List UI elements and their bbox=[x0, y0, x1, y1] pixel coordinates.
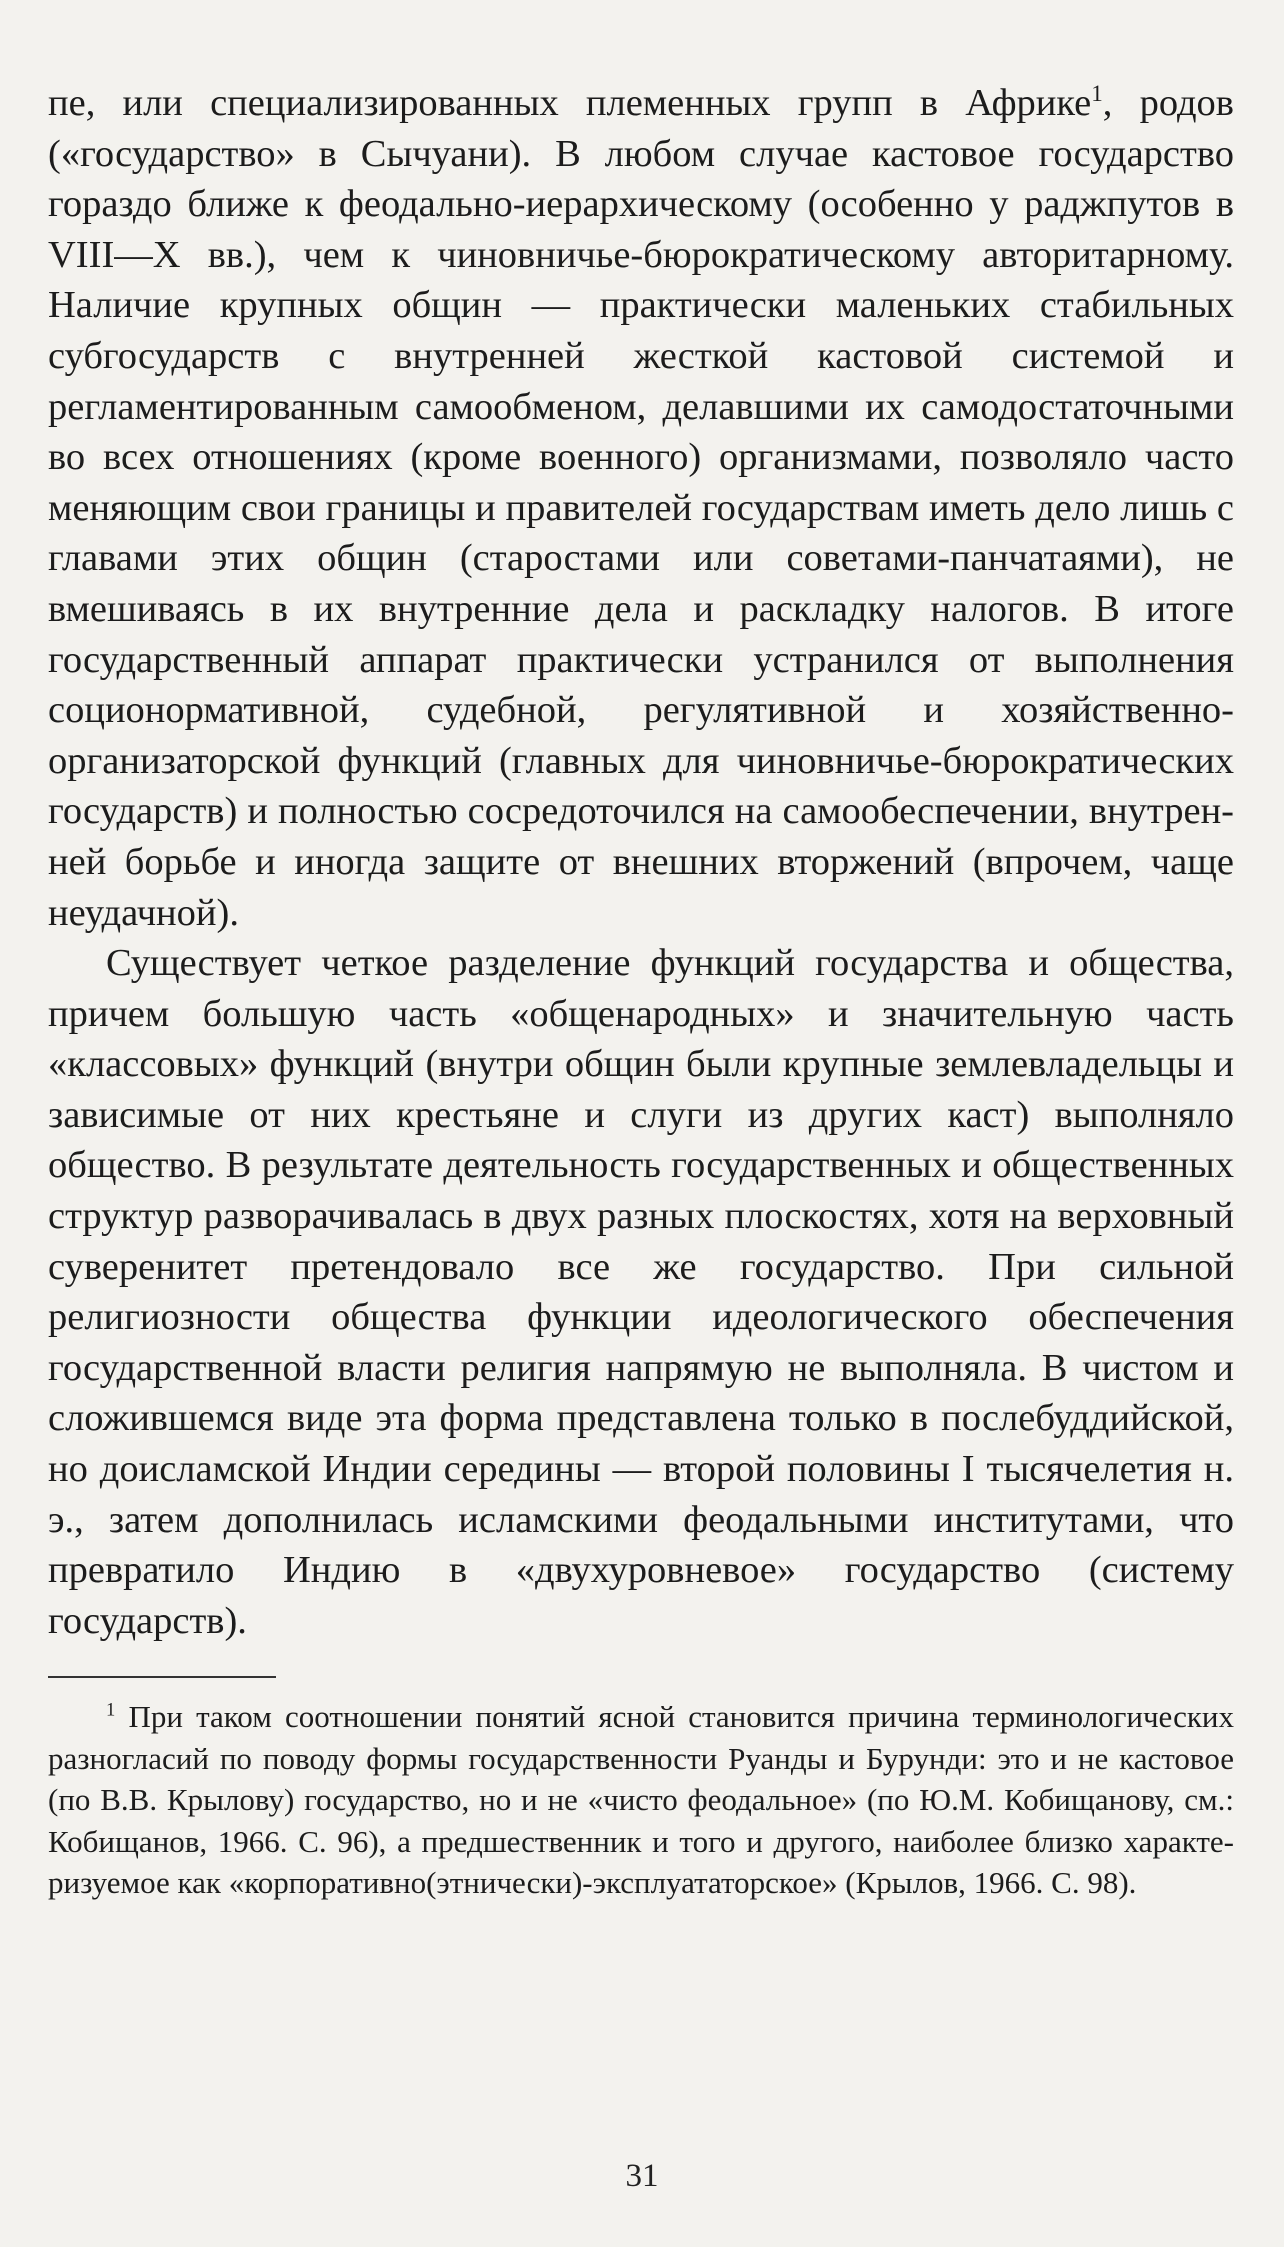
footnote-divider bbox=[48, 1676, 276, 1678]
book-page bbox=[48, 78, 1234, 1904]
footnote-mark: 1 bbox=[106, 1700, 116, 1722]
paragraph-1 bbox=[48, 78, 1234, 938]
footnote-text: При таком соотношении понятий ясной становится причина терминологических разногласий по поводу формы государственности Руанды и Бурунди: это и не кастовое (по В.В. Крылову) государство, но и не «чисто феодальное» (по Ю.М. Кобищанову, см.: Кобищанов, 1966. С. 96), а предшественник и того и другого, наиболее близко характеризуемое как «корпоративно(этнически)-эксплуататорское» (Крылов, 1966. С. 98). bbox=[48, 1699, 1234, 1901]
page-number: 31 bbox=[625, 2158, 659, 2194]
paragraph-1-text-start: пе, или специализированных племенных групп в Африке bbox=[48, 82, 1092, 124]
paragraph-1-text-rest: , родов («государство» в Сычуани). В любом случае кастовое государство гораздо ближе к феодально-иерархическому (особенно у раджпутов в VIII—X вв.), чем к чиновничье-бюрократическому авторитарному. Наличие крупных общин — практически маленьких стабильных субгосударств с внутренней жесткой кастовой системой и регламентированным самообменом, делавшими их самодостаточными во всех отношениях (кроме военного) организмами, позволяло часто меняющим свои границы и правителей государствам иметь дело лишь с главами этих общин (старостами или советами-панчатаями), не вмешиваясь в их внутренние дела и раскладку налогов. В итоге государственный аппарат практически устранился от выполнения соционормативной, судебной, регулятивной и хозяйственно-организаторской функций (главных для чиновничье-бюрократических государств) и полностью сосредоточился на самообеспечении, внутренней борьбе и иногда защите от внешних вторжений (впрочем, чаще неудачной). bbox=[48, 82, 1234, 934]
main-text bbox=[48, 78, 1234, 1646]
paragraph-2: Существует четкое разделение функций государства и общества, причем большую часть «общенародных» и значительную часть «классовых» функций (внутри общин были крупные землевладельцы и зависимые от них крестьяне и слуги из других каст) выполняло общество. В результате деятельность государственных и общественных структур разворачивалась в двух разных плоскостях, хотя на верховный суверенитет претендовало все же государство. При сильной религиозности общества функции идеологического обеспечения государственной власти религия напрямую не выполняла. В чистом и сложившемся виде эта форма представлена только в послебуддийской, но доисламской Индии середины — второй половины I тысячелетия н. э., затем дополнилась исламскими феодальными институтами, что превратило Индию в «двухуровневое» государство (систему государств). bbox=[48, 942, 1234, 1642]
footnote bbox=[48, 1696, 1234, 1904]
footnote-reference-mark: 1 bbox=[1091, 80, 1103, 107]
